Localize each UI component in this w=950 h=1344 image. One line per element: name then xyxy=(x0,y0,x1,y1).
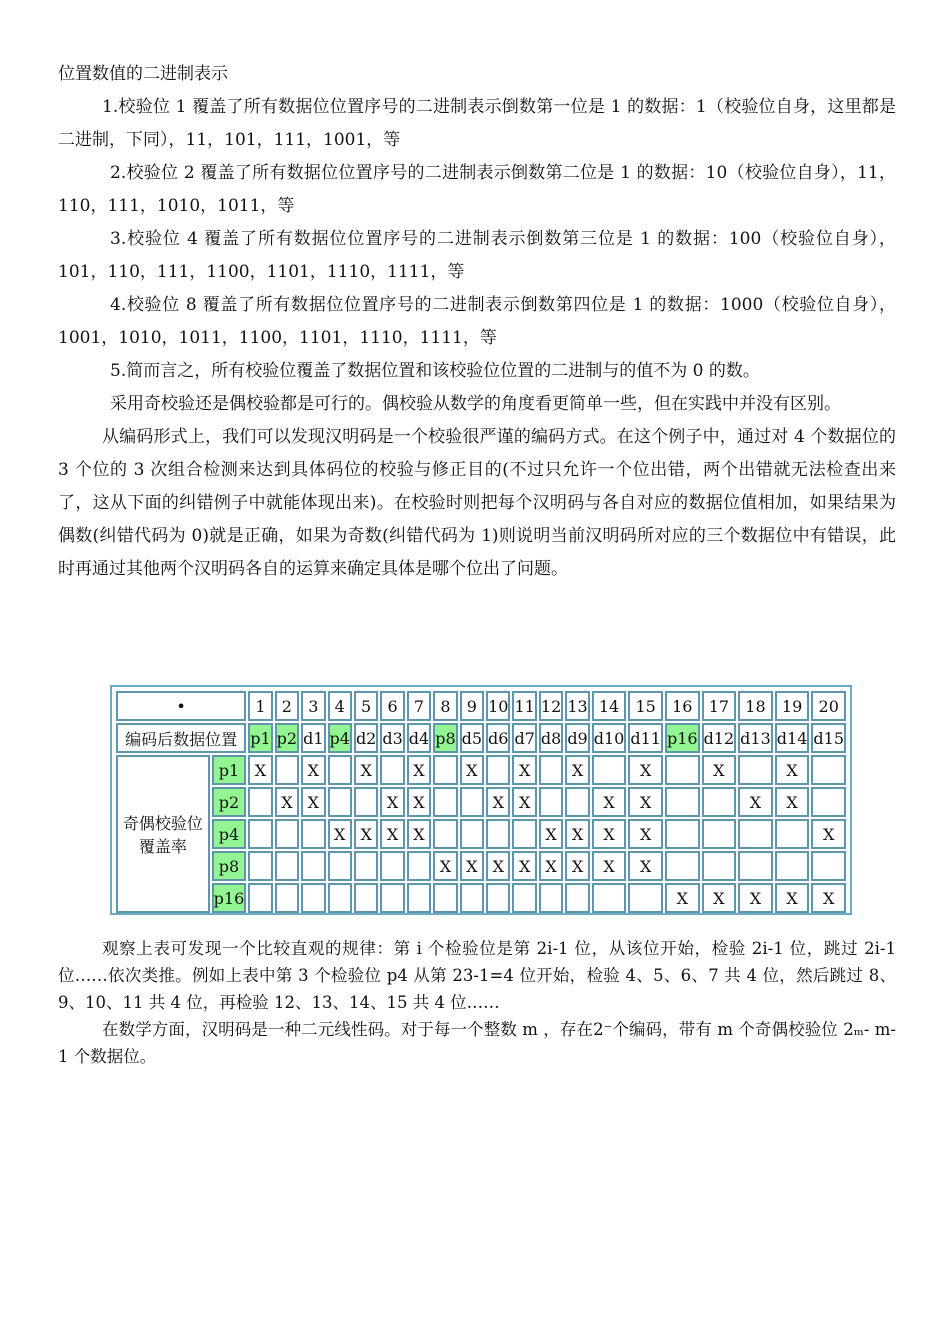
coverage-cell: X xyxy=(301,755,325,785)
encoded-cell: d9 xyxy=(565,723,589,753)
encoded-cell: p2 xyxy=(275,723,299,753)
coverage-cell: X xyxy=(628,755,663,785)
encoded-row-label: 编码后数据位置 xyxy=(116,723,246,753)
coverage-cell xyxy=(248,819,272,849)
position-cell: 9 xyxy=(460,691,484,721)
coverage-cell xyxy=(328,851,352,881)
parity-group-label xyxy=(116,755,210,913)
encoded-cell: p16 xyxy=(665,723,700,753)
encoded-cell: d12 xyxy=(702,723,737,753)
parity-row xyxy=(116,883,846,913)
coverage-cell: X xyxy=(738,787,773,817)
coverage-cell: X xyxy=(407,787,431,817)
document-body-continued xyxy=(58,935,896,1070)
coverage-cell xyxy=(775,851,810,881)
coverage-cell xyxy=(328,883,352,913)
coverage-cell: X xyxy=(301,787,325,817)
coverage-cell xyxy=(702,851,737,881)
position-cell: 10 xyxy=(486,691,510,721)
coverage-cell xyxy=(486,883,510,913)
position-cell: 18 xyxy=(738,691,773,721)
coverage-cell xyxy=(380,755,404,785)
encoded-cell: p1 xyxy=(248,723,272,753)
coverage-cell xyxy=(565,883,589,913)
coverage-table-grid xyxy=(114,689,848,915)
coverage-cell: X xyxy=(592,851,627,881)
coverage-cell xyxy=(407,883,431,913)
coverage-cell xyxy=(512,883,536,913)
coverage-cell xyxy=(565,787,589,817)
coverage-cell xyxy=(539,883,563,913)
coverage-cell: X xyxy=(775,883,810,913)
paragraph-math: 在数学方面，汉明码是一种二元线性码。对于每一个整数 m ，存在2⁻个编码，带有 m 个奇偶校验位 2ₘ- m-1 个数据位。 xyxy=(58,1020,896,1066)
coverage-cell: X xyxy=(486,851,510,881)
coverage-cell: X xyxy=(539,819,563,849)
parity-row xyxy=(116,755,846,785)
coverage-cell xyxy=(354,851,378,881)
coverage-cell xyxy=(539,755,563,785)
position-cell: 6 xyxy=(380,691,404,721)
position-cell: 5 xyxy=(354,691,378,721)
coverage-cell: X xyxy=(512,755,536,785)
encoded-cell: p4 xyxy=(328,723,352,753)
coverage-cell: X xyxy=(592,819,627,849)
coverage-cell: X xyxy=(565,755,589,785)
coverage-cell xyxy=(301,819,325,849)
coverage-cell: X xyxy=(628,819,663,849)
coverage-cell: X xyxy=(628,787,663,817)
coverage-cell xyxy=(380,883,404,913)
position-cell: 17 xyxy=(702,691,737,721)
coverage-cell: X xyxy=(702,883,737,913)
coverage-cell xyxy=(433,883,457,913)
position-cell: 20 xyxy=(811,691,846,721)
coverage-cell xyxy=(248,883,272,913)
position-cell: 16 xyxy=(665,691,700,721)
encoded-cell: d2 xyxy=(354,723,378,753)
position-cell: 8 xyxy=(433,691,457,721)
coverage-cell xyxy=(665,755,700,785)
coverage-cell xyxy=(275,755,299,785)
encoded-cell: p8 xyxy=(433,723,457,753)
position-cell: 14 xyxy=(592,691,627,721)
coverage-cell: X xyxy=(512,787,536,817)
parity-name-cell: p1 xyxy=(212,755,247,785)
coverage-cell: X xyxy=(738,883,773,913)
position-cell: 15 xyxy=(628,691,663,721)
coverage-cell: X xyxy=(811,819,846,849)
coverage-cell xyxy=(275,851,299,881)
table-header-row xyxy=(116,691,846,721)
coverage-cell xyxy=(738,851,773,881)
coverage-cell xyxy=(275,883,299,913)
position-cell: 4 xyxy=(328,691,352,721)
coverage-cell: X xyxy=(512,851,536,881)
coverage-cell xyxy=(628,883,663,913)
coverage-cell: X xyxy=(539,851,563,881)
coverage-cell: X xyxy=(380,787,404,817)
encoded-cell: d11 xyxy=(628,723,663,753)
coverage-cell xyxy=(460,883,484,913)
position-cell: 2 xyxy=(275,691,299,721)
coverage-cell xyxy=(592,755,627,785)
position-cell: 1 xyxy=(248,691,272,721)
parity-group-label-line1: 奇偶校验位 xyxy=(122,814,203,833)
encoded-cell: d8 xyxy=(539,723,563,753)
encoded-cell: d13 xyxy=(738,723,773,753)
coverage-cell: X xyxy=(328,819,352,849)
coverage-cell xyxy=(592,883,627,913)
coverage-cell xyxy=(433,755,457,785)
position-cell: 3 xyxy=(301,691,325,721)
coverage-cell xyxy=(354,787,378,817)
coverage-cell xyxy=(811,755,846,785)
coverage-cell xyxy=(328,787,352,817)
coverage-cell: X xyxy=(775,755,810,785)
hamming-coverage-table xyxy=(110,685,852,915)
encoded-cell: d1 xyxy=(301,723,325,753)
coverage-cell: X xyxy=(628,851,663,881)
paragraph-odd-even: 采用奇校验还是偶校验都是可行的。偶校验从数学的角度看更简单一些，但在实践中并没有区别。 xyxy=(110,394,841,414)
coverage-cell: X xyxy=(460,851,484,881)
parity-row xyxy=(116,851,846,881)
parity-name-cell: p16 xyxy=(212,883,247,913)
coverage-cell: X xyxy=(407,755,431,785)
list-item: 2.校验位 2 覆盖了所有数据位位置序号的二进制表示倒数第二位是 1 的数据：10（校验位自身），11，110，111，1010，1011，等 xyxy=(58,163,896,216)
coverage-cell: X xyxy=(665,883,700,913)
coverage-cell xyxy=(433,819,457,849)
list-item: 4.校验位 8 覆盖了所有数据位位置序号的二进制表示倒数第四位是 1 的数据：1000（校验位自身），1001，1010，1011，1100，1101，1110，1111，等 xyxy=(58,295,896,348)
coverage-cell xyxy=(460,819,484,849)
parity-name-cell: p8 xyxy=(212,851,247,881)
coverage-cell xyxy=(702,819,737,849)
coverage-cell xyxy=(738,819,773,849)
coverage-cell xyxy=(539,787,563,817)
coverage-cell xyxy=(460,787,484,817)
coverage-cell: X xyxy=(354,819,378,849)
parity-row xyxy=(116,819,846,849)
coverage-cell: X xyxy=(565,851,589,881)
coverage-cell: X xyxy=(460,755,484,785)
coverage-cell xyxy=(248,787,272,817)
coverage-cell xyxy=(512,819,536,849)
coverage-cell: X xyxy=(354,755,378,785)
coverage-cell xyxy=(486,819,510,849)
position-cell: 7 xyxy=(407,691,431,721)
coverage-cell xyxy=(248,851,272,881)
position-cell: 12 xyxy=(539,691,563,721)
encoded-cell: d3 xyxy=(380,723,404,753)
parity-name-cell: p4 xyxy=(212,819,247,849)
parity-group-label-line2: 覆盖率 xyxy=(138,837,187,856)
position-cell: 19 xyxy=(775,691,810,721)
encoded-cell: d5 xyxy=(460,723,484,753)
coverage-cell: X xyxy=(811,883,846,913)
coverage-cell xyxy=(665,851,700,881)
list-item: 5.简而言之，所有校验位覆盖了数据位置和该校验位位置的二进制与的值不为 0 的数。 xyxy=(110,361,760,381)
coverage-cell xyxy=(665,787,700,817)
coverage-cell xyxy=(738,755,773,785)
coverage-cell xyxy=(301,883,325,913)
section-title: 位置数值的二进制表示 xyxy=(58,64,228,84)
paragraph-observation: 观察上表可发现一个比较直观的规律：第 i 个检验位是第 2i-1 位，从该位开始，检验 2i-1 位，跳过 2i-1 位……依次类推。例如上表中第 3 个检验位 p4 从第 23-1=4 位开始，检验 4、5、6、7 共 4 位，然后跳过 8、9、10、11 共 4 位，再检验 12、13、14、15 共 4 位…… xyxy=(58,939,896,1012)
coverage-cell xyxy=(665,819,700,849)
encoded-cell: d14 xyxy=(775,723,810,753)
coverage-cell xyxy=(380,851,404,881)
list-item: 3.校验位 4 覆盖了所有数据位位置序号的二进制表示倒数第三位是 1 的数据：100（校验位自身），101，110，111，1100，1101，1110，1111，等 xyxy=(58,229,896,282)
coverage-cell xyxy=(328,755,352,785)
coverage-cell: X xyxy=(702,755,737,785)
encoded-cell: d4 xyxy=(407,723,431,753)
coverage-cell: X xyxy=(433,851,457,881)
encoded-cell: d15 xyxy=(811,723,846,753)
coverage-cell xyxy=(775,819,810,849)
coverage-cell: X xyxy=(275,787,299,817)
parity-row xyxy=(116,787,846,817)
coverage-cell xyxy=(486,755,510,785)
position-cell: 13 xyxy=(565,691,589,721)
coverage-cell xyxy=(811,851,846,881)
paragraph-encoding-form: 从编码形式上，我们可以发现汉明码是一个校验很严谨的编码方式。在这个例子中，通过对 4 个数据位的 3 个位的 3 次组合检测来达到具体码位的校验与修正目的(不过只允许一个位出错，两个出错就无法检查出来了，这从下面的纠错例子中就能体现出来)。在校验时则把每个汉明码与各自对应的数据位值相加，如果结果为偶数(纠错代码为 0)就是正确，如果为奇数(纠错代码为 1)则说明当前汉明码所对应的三个数据位中有错误，此时再通过其他两个汉明码各自的运算来确定具体是哪个位出了问题。 xyxy=(58,427,896,579)
coverage-cell: X xyxy=(248,755,272,785)
list-item: 1.校验位 1 覆盖了所有数据位位置序号的二进制表示倒数第一位是 1 的数据：1（校验位自身，这里都是二进制，下同），11，101，111，1001，等 xyxy=(58,97,896,150)
coverage-cell: X xyxy=(380,819,404,849)
document-body xyxy=(58,58,896,586)
coverage-cell: X xyxy=(775,787,810,817)
coverage-cell xyxy=(433,787,457,817)
parity-name-cell: p2 xyxy=(212,787,247,817)
coverage-cell xyxy=(811,787,846,817)
encoded-cell: d7 xyxy=(512,723,536,753)
coverage-cell xyxy=(702,787,737,817)
coverage-cell: X xyxy=(565,819,589,849)
coverage-cell xyxy=(407,851,431,881)
position-cell: 11 xyxy=(512,691,536,721)
coverage-cell: X xyxy=(407,819,431,849)
coverage-cell xyxy=(301,851,325,881)
encoded-position-row xyxy=(116,723,846,753)
coverage-cell xyxy=(354,883,378,913)
coverage-cell: X xyxy=(486,787,510,817)
table-corner-cell: • xyxy=(116,691,246,721)
encoded-cell: d6 xyxy=(486,723,510,753)
coverage-cell xyxy=(275,819,299,849)
coverage-cell: X xyxy=(592,787,627,817)
encoded-cell: d10 xyxy=(592,723,627,753)
